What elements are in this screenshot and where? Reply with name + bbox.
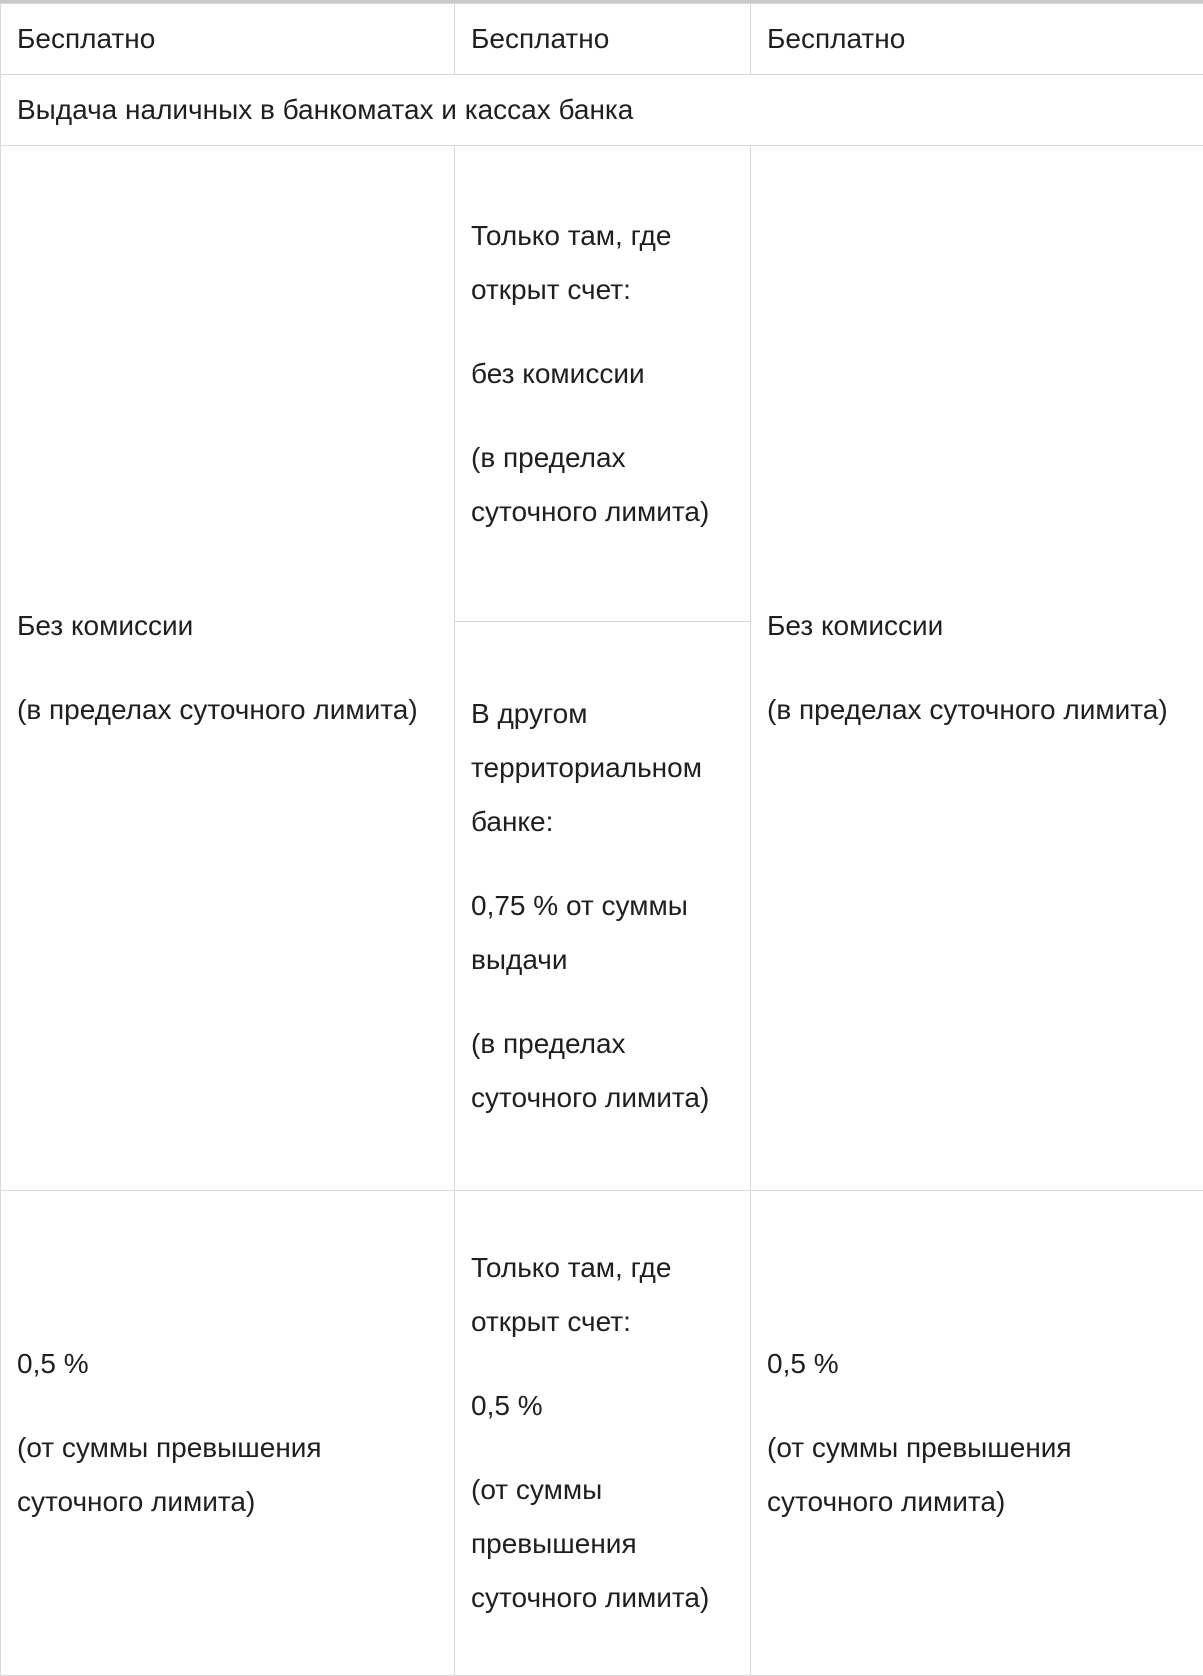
table-row-cash-own [1,146,1203,622]
cell-over-col3 [751,1191,1203,1676]
table-row-over-limit [1,1191,1203,1676]
cell-free-col1: Бесплатно [1,4,455,75]
cell-text: (в пределах суточного лимита) [471,431,734,539]
cell-text: Без комиссии [767,599,1187,653]
cell-text: без комиссии [471,347,734,401]
cell-text: (в пределах суточного лимита) [471,1017,734,1125]
cell-text: В другом территориальном банке: [471,687,734,849]
cell-text: 0,75 % от суммы выдачи [471,879,734,987]
cell-cash-col2-own-bank [455,146,751,622]
cell-text: Только там, где открыт счет: [471,1241,734,1349]
cell-text: (в пределах суточного лимита) [17,683,438,737]
cell-text: (в пределах суточного лимита) [767,683,1187,737]
cell-over-col1 [1,1191,455,1676]
cell-free-col2: Бесплатно [455,4,751,75]
cell-text: Без комиссии [17,599,438,653]
fees-table [0,3,1203,1676]
cell-text: 0,5 % [767,1337,1187,1391]
cell-text: (от суммы превышения суточного лимита) [17,1421,438,1529]
cell-over-col2 [455,1191,751,1676]
cell-cash-col2-other-bank [455,622,751,1191]
table-row-free [1,4,1203,75]
section-title-cell: Выдача наличных в банкоматах и кассах банка [1,75,1203,146]
cell-text: 0,5 % [471,1379,734,1433]
cell-text: Только там, где открыт счет: [471,209,734,317]
cell-cash-col1 [1,146,455,1191]
cell-free-col3: Бесплатно [751,4,1203,75]
cell-text: (от суммы превышения суточного лимита) [471,1463,734,1625]
cell-text: 0,5 % [17,1337,438,1391]
cell-text: (от суммы превышения суточного лимита) [767,1421,1187,1529]
table-row-section [1,75,1203,146]
cell-cash-col3 [751,146,1203,1191]
